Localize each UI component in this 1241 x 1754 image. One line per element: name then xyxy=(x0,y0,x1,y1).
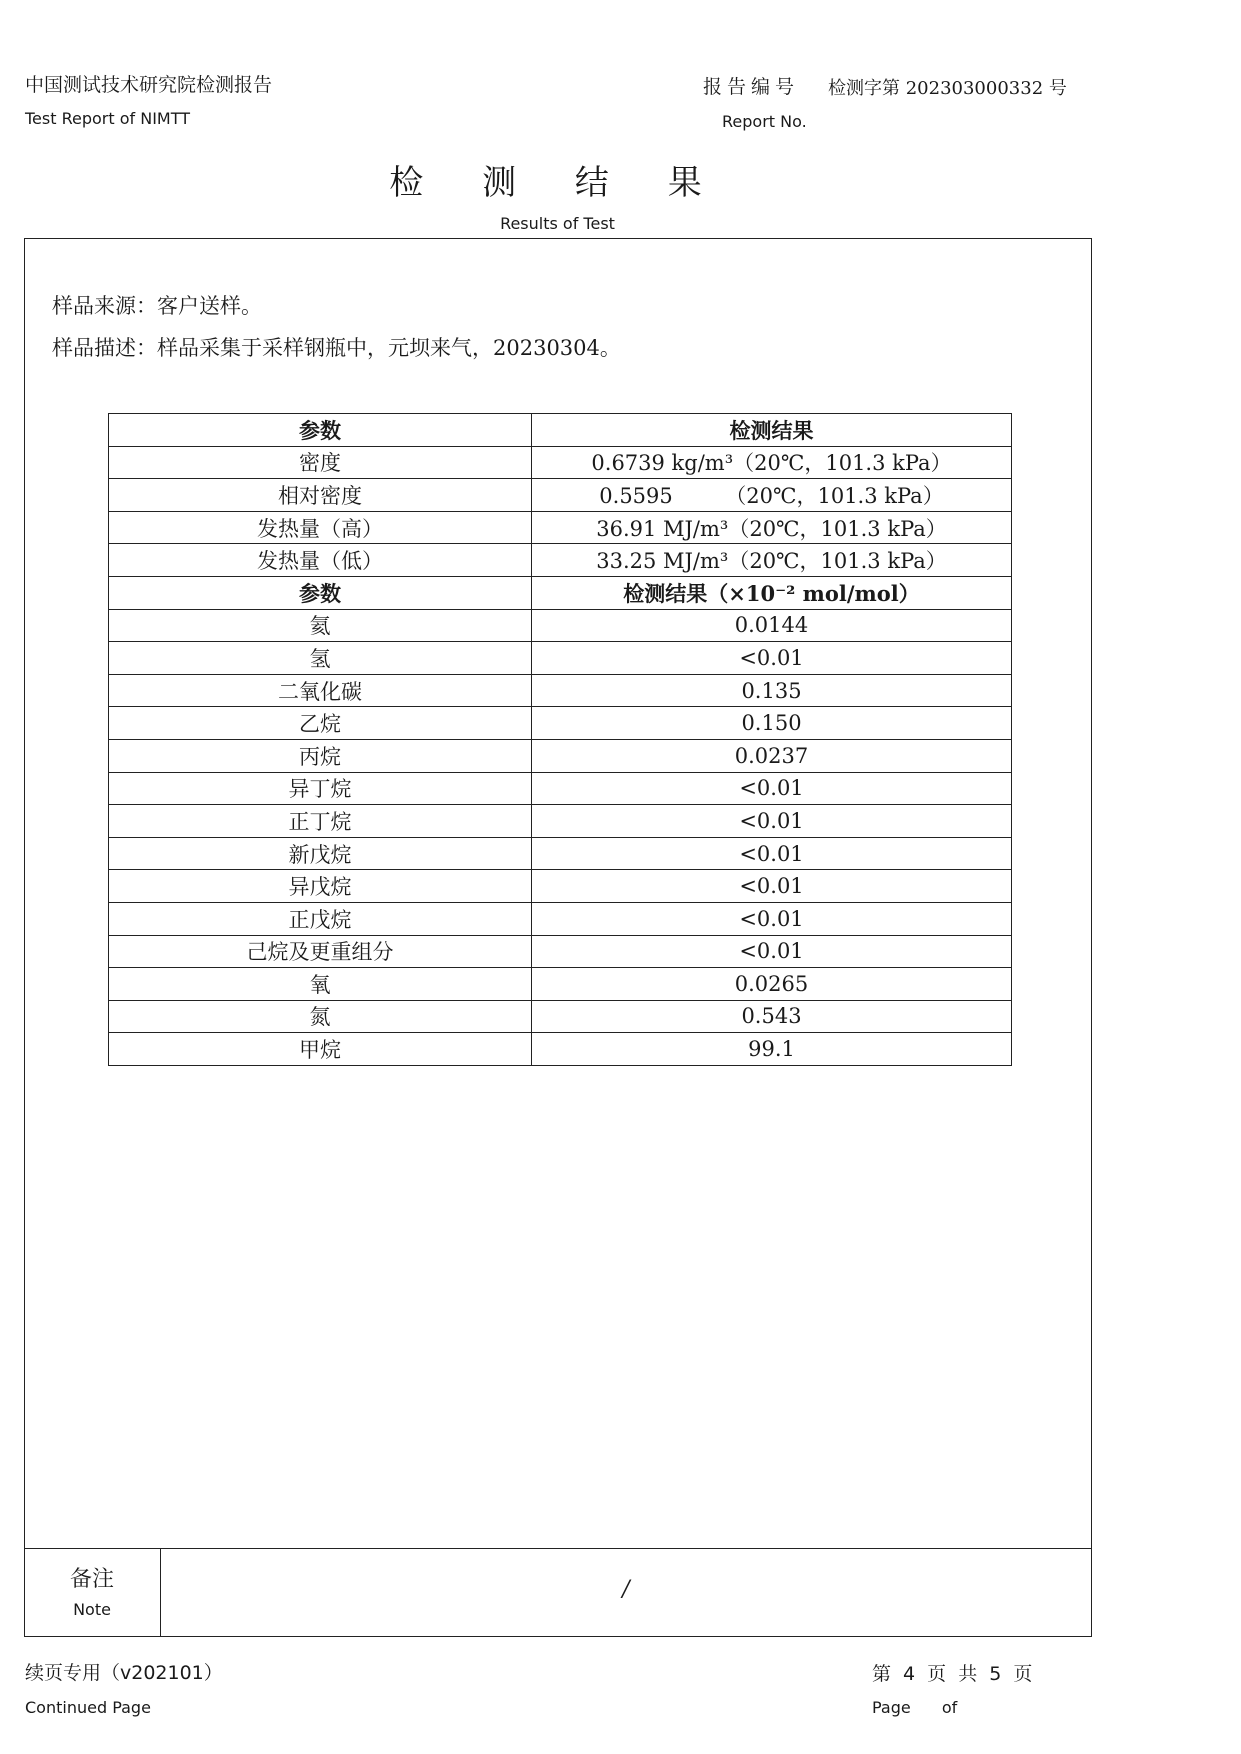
table-row xyxy=(109,511,1012,544)
org-name-en: Test Report of NIMTT xyxy=(25,109,190,128)
result-cell: 0.0265 xyxy=(532,968,1012,1001)
page-number-en: Page of xyxy=(872,1698,958,1717)
report-no-label-en: Report No. xyxy=(722,112,807,131)
results-table xyxy=(108,413,1012,1066)
sample-source: 样品来源：客户送样。 xyxy=(52,294,262,318)
result-cell: 0.0237 xyxy=(532,739,1012,772)
results-table-body xyxy=(109,414,1012,1066)
column-header-parameter: 参数 xyxy=(109,576,532,609)
table-row xyxy=(109,772,1012,805)
table-row xyxy=(109,446,1012,479)
table-row xyxy=(109,739,1012,772)
page-subtitle: Results of Test xyxy=(500,214,615,233)
result-cell: 0.135 xyxy=(532,674,1012,707)
table-row xyxy=(109,707,1012,740)
parameter-cell: 正戊烷 xyxy=(109,902,532,935)
page-number-cn: 第 4 页 共 5 页 xyxy=(872,1663,1036,1685)
table-row xyxy=(109,544,1012,577)
note-label-en: Note xyxy=(73,1600,111,1619)
parameter-cell: 甲烷 xyxy=(109,1033,532,1066)
table-row xyxy=(109,1000,1012,1033)
result-cell: 36.91 MJ/m³（20℃，101.3 kPa） xyxy=(532,511,1012,544)
result-cell: <0.01 xyxy=(532,642,1012,675)
result-cell: <0.01 xyxy=(532,902,1012,935)
page-title: 检 测 结 果 xyxy=(389,163,726,203)
result-cell: <0.01 xyxy=(532,935,1012,968)
result-cell: <0.01 xyxy=(532,772,1012,805)
table-row xyxy=(109,674,1012,707)
parameter-cell: 异丁烷 xyxy=(109,772,532,805)
table-row xyxy=(109,479,1012,512)
continued-page-label-cn: 续页专用（v202101） xyxy=(25,1662,223,1684)
table-row xyxy=(109,1033,1012,1066)
result-cell: <0.01 xyxy=(532,805,1012,838)
table-row xyxy=(109,870,1012,903)
result-cell: 0.5595 （20℃，101.3 kPa） xyxy=(532,479,1012,512)
parameter-cell: 发热量（高） xyxy=(109,511,532,544)
parameter-cell: 正丁烷 xyxy=(109,805,532,838)
parameter-cell: 异戊烷 xyxy=(109,870,532,903)
parameter-cell: 氢 xyxy=(109,642,532,675)
note-row-divider xyxy=(24,1548,1092,1549)
parameter-cell: 二氧化碳 xyxy=(109,674,532,707)
table-header-row xyxy=(109,414,1012,447)
table-row xyxy=(109,642,1012,675)
result-cell: <0.01 xyxy=(532,870,1012,903)
table-row xyxy=(109,837,1012,870)
table-row xyxy=(109,968,1012,1001)
table-header-row xyxy=(109,576,1012,609)
org-name-cn: 中国测试技术研究院检测报告 xyxy=(25,74,273,96)
parameter-cell: 氧 xyxy=(109,968,532,1001)
parameter-cell: 密度 xyxy=(109,446,532,479)
parameter-cell: 氦 xyxy=(109,609,532,642)
result-cell: 33.25 MJ/m³（20℃，101.3 kPa） xyxy=(532,544,1012,577)
parameter-cell: 己烷及更重组分 xyxy=(109,935,532,968)
sample-description: 样品描述：样品采集于采样钢瓶中，元坝来气，20230304。 xyxy=(52,336,621,360)
result-cell: <0.01 xyxy=(532,837,1012,870)
note-value: / xyxy=(622,1577,630,1602)
result-cell: 99.1 xyxy=(532,1033,1012,1066)
result-cell: 0.543 xyxy=(532,1000,1012,1033)
report-no-label: 报告编号 xyxy=(703,76,800,98)
parameter-cell: 氮 xyxy=(109,1000,532,1033)
parameter-cell: 丙烷 xyxy=(109,739,532,772)
report-no-value: 检测字第 202303000332 号 xyxy=(828,78,1067,99)
table-row xyxy=(109,935,1012,968)
result-cell: 0.150 xyxy=(532,707,1012,740)
continued-page-label-en: Continued Page xyxy=(25,1698,151,1717)
note-label-cn: 备注 xyxy=(69,1567,114,1592)
column-header-parameter: 参数 xyxy=(109,414,532,447)
result-cell: 0.0144 xyxy=(532,609,1012,642)
table-row xyxy=(109,902,1012,935)
table-row xyxy=(109,805,1012,838)
column-header-result: 检测结果 xyxy=(532,414,1012,447)
result-cell: 0.6739 kg/m³（20℃，101.3 kPa） xyxy=(532,446,1012,479)
parameter-cell: 相对密度 xyxy=(109,479,532,512)
parameter-cell: 乙烷 xyxy=(109,707,532,740)
table-row xyxy=(109,609,1012,642)
parameter-cell: 新戊烷 xyxy=(109,837,532,870)
parameter-cell: 发热量（低） xyxy=(109,544,532,577)
column-header-result: 检测结果（×10⁻² mol/mol） xyxy=(532,576,1012,609)
